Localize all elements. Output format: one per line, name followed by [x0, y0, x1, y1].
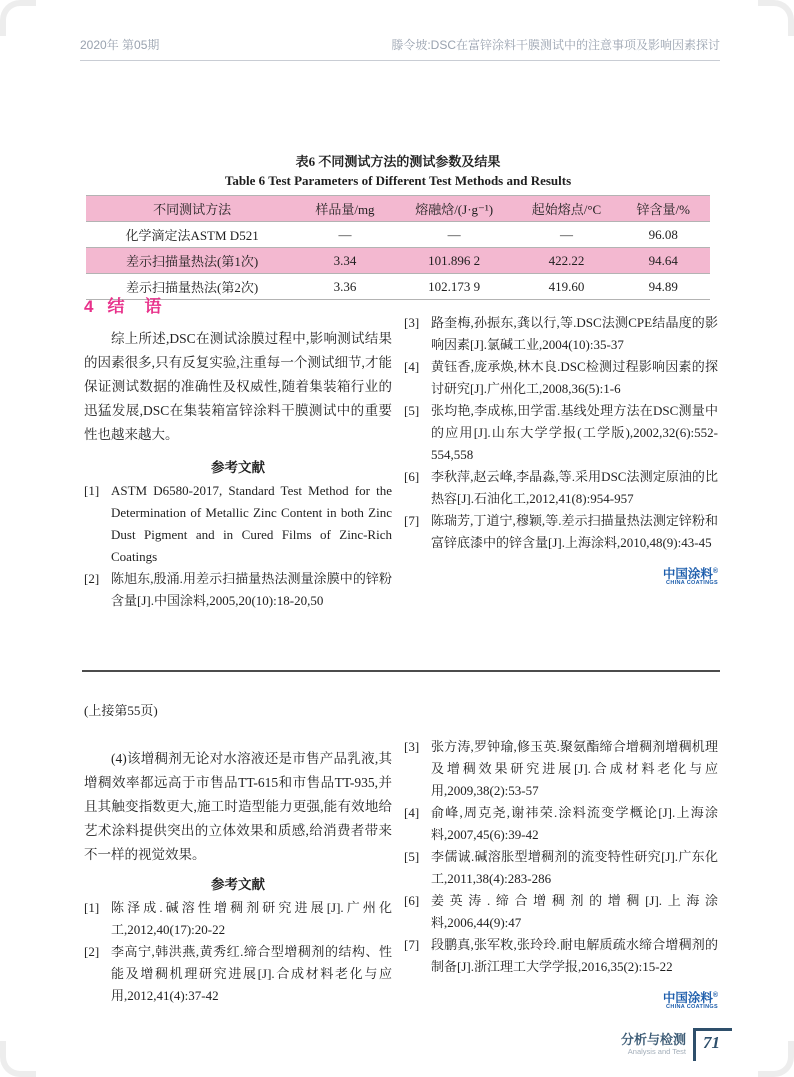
reference-text: 张均艳,李成栋,田学雷.基线处理方法在DSC测量中的应用[J].山东大学学报(工学版),2002,32(6):552-554,558 [431, 403, 718, 462]
footer-section-zh: 分析与检测 [620, 1032, 686, 1047]
reference-number: [4] [404, 805, 420, 820]
table-row [86, 248, 710, 274]
running-title: 滕令坡:DSC在富锌涂料干膜测试中的注意事项及影响因素探讨 [391, 38, 720, 52]
table-cell: — [559, 226, 573, 242]
reference-number: [3] [404, 739, 420, 754]
reference-text: 陈旭东,殷涌.用差示扫描量热法测量涂膜中的锌粉含量[J].中国涂料,2005,20(10):18-20,50 [111, 571, 392, 608]
reference-item [404, 510, 718, 554]
table-column-header: 锌含量/% [636, 202, 690, 217]
table-cell: — [447, 226, 461, 242]
table-row [86, 222, 710, 248]
reference-item [404, 934, 718, 978]
reference-text: 姜英涛.缔合增稠剂的增稠[J].上海涂料,2006,44(9):47 [431, 893, 718, 930]
reference-item [404, 312, 718, 356]
reference-item [404, 846, 718, 890]
reference-text: 路奎梅,孙振东,龚以行,等.DSC法测CPE结晶度的影响因素[J].氯碱工业,2004(10):35-37 [431, 315, 718, 352]
table-cell: 422.22 [548, 252, 585, 268]
table-cell: 96.08 [648, 226, 678, 242]
table-cell: 94.89 [648, 278, 678, 294]
table-header-row [86, 196, 710, 222]
page-number-box [693, 1028, 732, 1061]
table-column-header: 熔融焓/(J·g⁻¹) [415, 202, 494, 217]
reference-number: [7] [404, 937, 420, 952]
section-title: 结 语 [107, 297, 170, 316]
reference-item [84, 568, 392, 612]
logo-text: 中国涂料® [662, 991, 718, 1006]
test-parameters-table [86, 195, 710, 300]
table-cell: — [338, 226, 352, 242]
reference-number: [5] [404, 403, 420, 418]
footer-section-en: Analysis and Test [627, 1047, 686, 1056]
table-cell: 化学滴定法ASTM D521 [125, 228, 259, 243]
reference-number: [1] [84, 483, 100, 498]
china-coatings-logo [404, 566, 718, 587]
section-number: 4 [84, 297, 94, 316]
table-cell: 101.896 2 [428, 252, 481, 268]
column-top-left [84, 292, 392, 612]
table-title-en: Table 6 Test Parameters of Different Test Methods and Results [224, 173, 572, 188]
issue-label: 2020年 第05期 [80, 38, 160, 52]
reference-number: [2] [84, 571, 100, 586]
table-cell: 3.36 [333, 278, 357, 294]
table-column-header: 起始熔点/°C [531, 202, 602, 217]
logo-subtext: CHINA COATINGS [666, 1004, 718, 1011]
footer-section-labels [621, 1028, 686, 1056]
conclusion-paragraph: 综上所述,DSC在测试涂膜过程中,影响测试结果的因素很多,只有反复实验,注重每一个测试细节,才能保证测试数据的准确性及权威性,随着集装箱行业的迅猛发展,DSC在集装箱富锌涂料干膜测试中的重要性也越来越大。 [84, 331, 392, 442]
reference-item [84, 897, 392, 941]
china-coatings-logo [404, 990, 718, 1011]
table-title-zh: 表6 不同测试方法的测试参数及结果 [295, 154, 501, 169]
reference-item [404, 356, 718, 400]
corner-mark [758, 0, 794, 36]
reference-text: 陈瑞芳,丁道宁,穆颖,等.差示扫描量热法测定锌粉和富锌底漆中的锌含量[J].上海涂料,2010,48(9):43-45 [431, 513, 718, 550]
reference-item [84, 480, 392, 568]
corner-mark [0, 0, 36, 36]
reference-number: [1] [84, 900, 100, 915]
trademark-icon: ® [712, 568, 718, 575]
table6-block [86, 152, 710, 300]
corner-mark [758, 1041, 794, 1077]
reference-number: [5] [404, 849, 420, 864]
table-cell: 94.64 [648, 252, 678, 268]
table-cell: 102.173 9 [428, 278, 481, 294]
table-cell: 419.60 [548, 278, 585, 294]
table-column-header: 样品量/mg [315, 202, 375, 217]
reference-number: [6] [404, 469, 420, 484]
continued-from-note: (上接第55页) [84, 703, 158, 718]
references-heading: 参考文献 [211, 460, 265, 475]
reference-text: 李秋萍,赵云峰,李晶淼,等.采用DSC法测定原油的比热容[J].石油化工,2012,41(8):954-957 [431, 469, 718, 506]
section-heading [84, 292, 392, 317]
reference-item [404, 466, 718, 510]
column-top-right [404, 300, 718, 587]
reference-number: [4] [404, 359, 420, 374]
reference-number: [2] [84, 944, 100, 959]
reference-text: 俞峰,周克尧,谢祎荣.涂料流变学概论[J].上海涂料,2007,45(6):39-42 [431, 805, 718, 842]
reference-number: [6] [404, 893, 420, 908]
continued-paragraph: (4)该增稠剂无论对水溶液还是市售产品乳液,其增稠效率都远高于市售品TT-615和市售品TT-935,并且其触变指数更大,施工时造型能力更强,能有效地给艺术涂料提供突出的立体效果和质感,给消费者带来不一样的视觉效果。 [84, 751, 392, 862]
reference-number: [7] [404, 513, 420, 528]
column-bottom-left [84, 700, 392, 1007]
reference-item [404, 802, 718, 846]
reference-text: 黄钰香,庞承焕,林木良.DSC检测过程影响因素的探讨研究[J].广州化工,2008,36(5):1-6 [431, 359, 718, 396]
corner-mark [0, 1041, 36, 1077]
article-divider [82, 670, 720, 672]
reference-item [84, 941, 392, 1007]
table-cell: 3.34 [333, 252, 357, 268]
references-heading: 参考文献 [211, 877, 265, 892]
reference-item [404, 736, 718, 802]
reference-text: ASTM D6580-2017, Standard Test Method for the Determination of Metallic Zinc Content in both Zinc Dust Pigment and in Cured Films of Zinc-Rich Coatings [111, 483, 392, 564]
reference-text: 李高宁,韩洪燕,黄秀红.缔合型增稠剂的结构、性能及增稠机理研究进展[J].合成材料老化与应用,2012,41(4):37-42 [111, 944, 392, 1003]
table-column-header: 不同测试方法 [153, 202, 232, 217]
logo-subtext: CHINA COATINGS [666, 580, 718, 587]
reference-item [404, 890, 718, 934]
reference-text: 李儒诚.碱溶胀型增稠剂的流变特性研究[J].广东化工,2011,38(4):283-286 [431, 849, 718, 886]
page-footer [621, 1028, 732, 1061]
page-number: 71 [703, 1033, 720, 1052]
reference-item [404, 400, 718, 466]
column-bottom-right [404, 708, 718, 1011]
trademark-icon: ® [712, 992, 718, 999]
reference-text: 段鹏真,张军敉,张玲玲.耐电解质疏水缔合增稠剂的制备[J].浙江理工大学学报,2016,35(2):15-22 [431, 937, 718, 974]
page-header [80, 36, 720, 61]
reference-text: 张方涛,罗钟瑜,修玉英.聚氨酯缔合增稠剂增稠机理及增稠效果研究进展[J].合成材料老化与应用,2009,38(2):53-57 [431, 739, 718, 798]
reference-text: 陈泽成.碱溶性增稠剂研究进展[J].广州化工,2012,40(17):20-22 [111, 900, 392, 937]
reference-number: [3] [404, 315, 420, 330]
table-cell: 差示扫描量热法(第1次) [125, 254, 259, 269]
table-cell: 差示扫描量热法(第2次) [125, 280, 259, 295]
logo-text: 中国涂料® [662, 567, 718, 582]
